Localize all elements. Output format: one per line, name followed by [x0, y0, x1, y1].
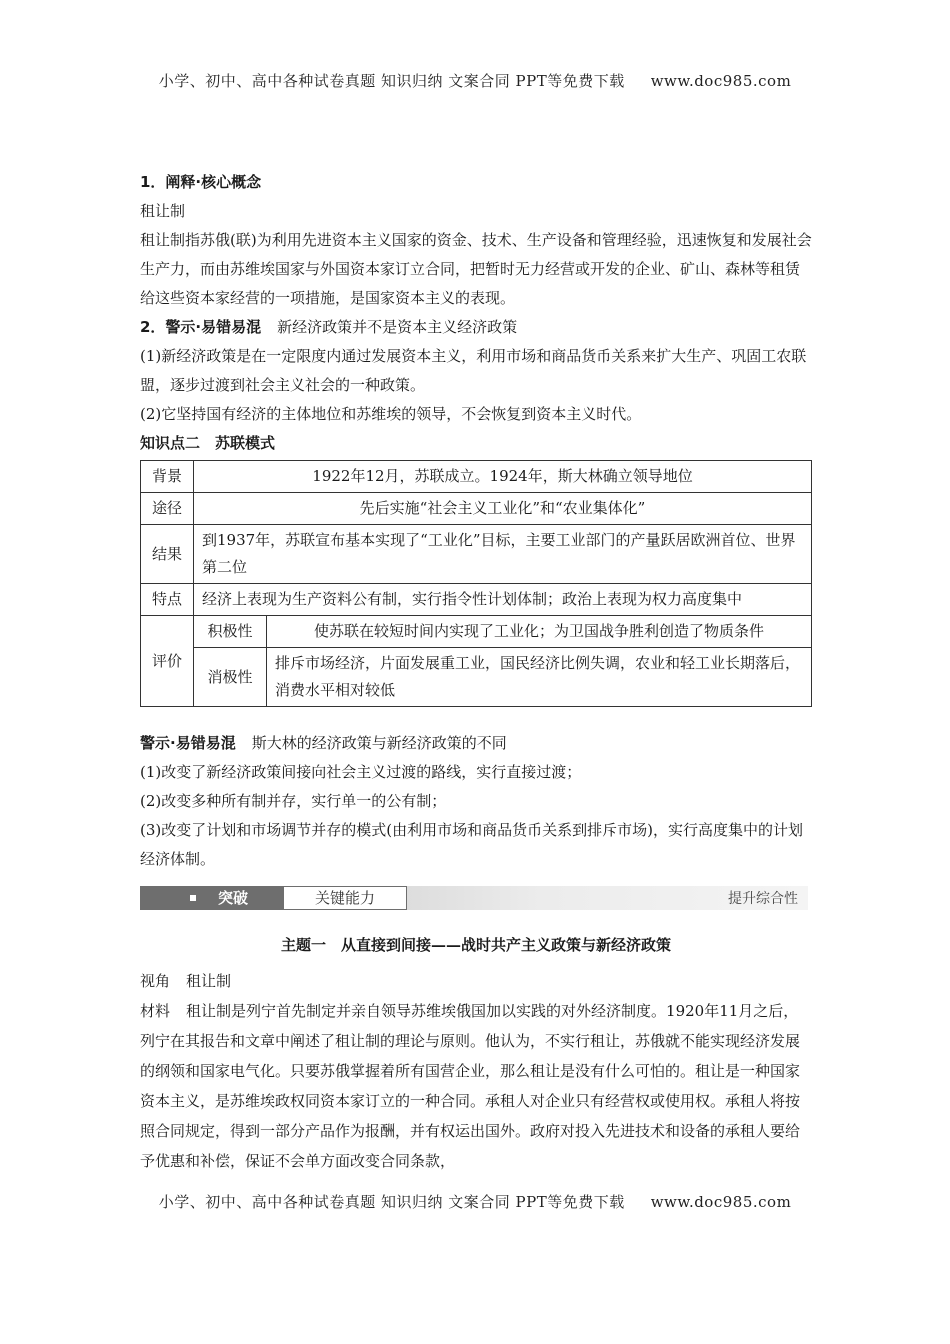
footer-text: 小学、初中、高中各种试卷真题 知识归纳 文案合同 PPT等免费下载	[158, 1193, 625, 1211]
material-label: 材料	[140, 1002, 171, 1020]
warning2-heading-line	[140, 729, 812, 758]
row-text-result: 到1937年，苏联宣布基本实现了“工业化”目标，主要工业部门的产量跃居欧洲首位、世界第二位	[194, 525, 812, 584]
table-row	[141, 616, 812, 648]
perspective-line	[140, 966, 812, 996]
material-section	[140, 966, 812, 1176]
term-title: 租让制	[140, 202, 186, 220]
main-content	[140, 168, 812, 874]
warning2-item-2: (2)改变多种所有制并存，实行单一的公有制；	[140, 792, 447, 810]
row-text-positive: 使苏联在较短时间内实现了工业化；为卫国战争胜利创造了物质条件	[267, 616, 812, 648]
section2-subtitle: 新经济政策并不是资本主义经济政策	[277, 318, 518, 336]
banner-dark-tab	[140, 886, 283, 910]
banner-dark-label: 突破	[218, 889, 249, 907]
section1-heading: 1．阐释·核心概念	[140, 173, 262, 191]
row-label-result: 结果	[141, 525, 194, 584]
section2-heading-line	[140, 313, 812, 342]
section2-item-1: (1)新经济政策是在一定限度内通过发展资本主义，利用市场和商品货币关系来扩大生产、巩固工农联盟，逐步过渡到社会主义社会的一种政策。	[140, 347, 807, 394]
table-row	[141, 584, 812, 616]
row-sublabel-positive: 积极性	[194, 616, 267, 648]
header-text: 小学、初中、高中各种试卷真题 知识归纳 文案合同 PPT等免费下载	[158, 72, 625, 90]
section-banner	[140, 886, 808, 910]
theme-title: 主题一 从直接到间接——战时共产主义政策与新经济政策	[280, 936, 671, 954]
row-sublabel-negative: 消极性	[194, 648, 267, 707]
table-row	[141, 648, 812, 707]
section2-heading: 2．警示·易错易混	[140, 318, 262, 336]
banner-light-label: 关键能力	[283, 886, 407, 910]
warning2-subtitle: 斯大林的经济政策与新经济政策的不同	[251, 734, 507, 752]
perspective-text: 租让制	[186, 972, 232, 990]
material-paragraph	[140, 996, 812, 1176]
table-row	[141, 525, 812, 584]
row-label-background: 背景	[141, 461, 194, 493]
page-footer	[0, 1191, 950, 1212]
row-text-path: 先后实施“社会主义工业化”和“农业集体化”	[194, 493, 812, 525]
term-definition: 租让制指苏俄(联)为利用先进资本主义国家的资金、技术、生产设备和管理经验，迅速恢复和发展社会生产力，而由苏维埃国家与外国资本家订立合同，把暂时无力经营或开发的企业、矿山、森林等租赁给这些资本家经营的一项措施，是国家资本主义的表现。	[140, 231, 812, 307]
warning2-item-3: (3)改变了计划和市场调节并存的模式(由利用市场和商品货币关系到排斥市场)，实行高度集中的计划经济体制。	[140, 821, 803, 868]
warning2-heading: 警示·易错易混	[140, 734, 236, 752]
section2-item-2: (2)它坚持国有经济的主体地位和苏维埃的领导，不会恢复到资本主义时代。	[140, 405, 642, 423]
row-label-evaluation: 评价	[141, 616, 194, 707]
row-text-feature: 经济上表现为生产资料公有制，实行指令性计划体制；政治上表现为权力高度集中	[194, 584, 812, 616]
square-bullet-icon	[190, 895, 196, 901]
page-header	[0, 70, 950, 91]
row-text-background: 1922年12月，苏联成立。1924年，斯大林确立领导地位	[194, 461, 812, 493]
knowledge-point-heading: 知识点二 苏联模式	[140, 434, 276, 452]
perspective-label: 视角	[140, 972, 171, 990]
banner-right-label: 提升综合性	[728, 891, 798, 907]
soviet-model-table	[140, 460, 812, 707]
row-label-path: 途径	[141, 493, 194, 525]
warning2-item-1: (1)改变了新经济政策间接向社会主义过渡的路线，实行直接过渡；	[140, 763, 582, 781]
header-url[interactable]: www.doc985.com	[650, 72, 792, 90]
row-label-feature: 特点	[141, 584, 194, 616]
footer-url[interactable]: www.doc985.com	[650, 1193, 792, 1211]
material-text: 租让制是列宁首先制定并亲自领导苏维埃俄国加以实践的对外经济制度。1920年11月之后，列宁在其报告和文章中阐述了租让制的理论与原则。他认为，不实行租让，苏俄就不能实现经济发展的纲领和国家电气化。只要苏俄掌握着所有国营企业，那么租让是没有什么可怕的。租让是一种国家资本主义，是苏维埃政权同资本家订立的一种合同。承租人对企业只有经营权或使用权。承租人将按照合同规定，得到一部分产品作为报酬，并有权运出国外。政府对投入先进技术和设备的承租人要给予优惠和补偿，保证不会单方面改变合同条款，	[140, 1002, 801, 1170]
table-row	[141, 493, 812, 525]
table-row	[141, 461, 812, 493]
row-text-negative: 排斥市场经济，片面发展重工业，国民经济比例失调，农业和轻工业长期落后，消费水平相对较低	[267, 648, 812, 707]
